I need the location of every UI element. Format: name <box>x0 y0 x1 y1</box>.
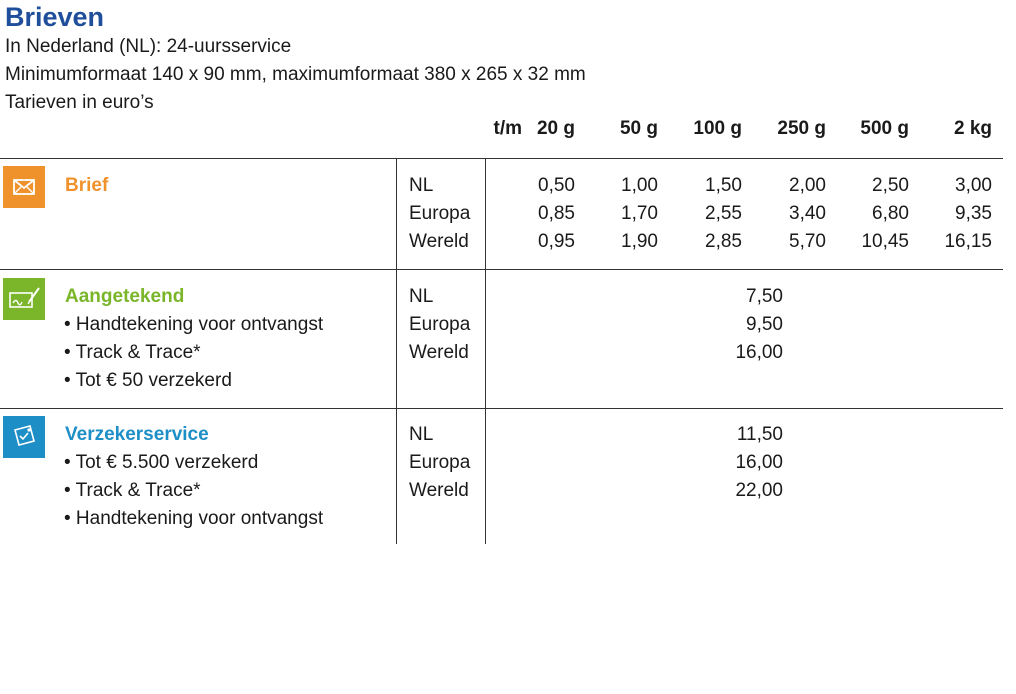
price-verzekerservice-wereld: 22,00 <box>735 480 783 501</box>
aangetekend-feature-insured: • Tot € 50 verzekerd <box>64 370 232 391</box>
region-nl: NL <box>409 286 434 307</box>
price-brief-nl-100g: 1,50 <box>705 175 742 196</box>
column-divider-product <box>396 158 397 544</box>
header-weight-50g: 50 g <box>619 118 658 139</box>
header-weight-2kg: 2 kg <box>953 118 992 139</box>
verzekerservice-feature-insured: • Tot € 5.500 verzekerd <box>64 452 259 473</box>
price-verzekerservice-nl: 11,50 <box>736 424 783 445</box>
price-aangetekend-europa: 9,50 <box>746 314 783 335</box>
price-verzekerservice-europa: 16,00 <box>735 452 783 473</box>
price-brief-wereld-2kg: 16,15 <box>944 231 992 252</box>
subtitle-service: In Nederland (NL): 24-uursservice <box>5 36 292 57</box>
signed-envelope-icon <box>3 278 45 320</box>
price-brief-wereld-50g: 1,90 <box>621 231 658 252</box>
price-brief-wereld-20g: 0,95 <box>538 231 575 252</box>
region-europa: Europa <box>409 452 471 473</box>
table-top-rule <box>0 158 1003 159</box>
region-wereld: Wereld <box>409 342 469 363</box>
header-tm: t/m <box>493 118 522 139</box>
row-divider-1 <box>0 269 1003 270</box>
price-brief-wereld-500g: 10,45 <box>861 231 909 252</box>
row-divider-2 <box>0 408 1003 409</box>
price-aangetekend-nl: 7,50 <box>746 286 783 307</box>
price-brief-nl-2kg: 3,00 <box>955 175 992 196</box>
region-europa: Europa <box>409 314 471 335</box>
price-brief-wereld-100g: 2,85 <box>705 231 742 252</box>
price-brief-europa-2kg: 9,35 <box>955 203 992 224</box>
region-nl: NL <box>409 424 434 445</box>
aangetekend-feature-tracking: • Track & Trace* <box>64 342 201 363</box>
subtitle-format: Minimumformaat 140 x 90 mm, maximumformaat 380 x 265 x 32 mm <box>5 64 586 85</box>
product-name-brief: Brief <box>65 175 109 196</box>
verzekerservice-feature-signature: • Handtekening voor ontvangst <box>64 508 324 529</box>
price-brief-wereld-250g: 5,70 <box>789 231 826 252</box>
price-brief-europa-100g: 2,55 <box>705 203 742 224</box>
header-weight-100g: 100 g <box>693 118 742 139</box>
insured-tag-icon <box>3 416 45 458</box>
envelope-icon <box>3 166 45 208</box>
price-brief-europa-20g: 0,85 <box>538 203 575 224</box>
header-weight-20g: 20 g <box>536 118 575 139</box>
price-brief-europa-500g: 6,80 <box>872 203 909 224</box>
product-name-verzekerservice: Verzekerservice <box>65 424 209 445</box>
region-europa: Europa <box>409 203 471 224</box>
price-brief-nl-250g: 2,00 <box>789 175 826 196</box>
price-brief-europa-50g: 1,70 <box>621 203 658 224</box>
region-wereld: Wereld <box>409 480 469 501</box>
price-brief-nl-20g: 0,50 <box>538 175 575 196</box>
column-divider-region <box>485 158 486 544</box>
header-weight-250g: 250 g <box>777 118 826 139</box>
region-nl: NL <box>409 175 434 196</box>
price-aangetekend-wereld: 16,00 <box>735 342 783 363</box>
page-title: Brieven <box>5 2 105 32</box>
price-brief-europa-250g: 3,40 <box>789 203 826 224</box>
product-name-aangetekend: Aangetekend <box>65 286 185 307</box>
region-wereld: Wereld <box>409 231 469 252</box>
aangetekend-feature-signature: • Handtekening voor ontvangst <box>64 314 324 335</box>
price-brief-nl-500g: 2,50 <box>872 175 909 196</box>
subtitle-currency: Tarieven in euro’s <box>5 92 154 113</box>
header-weight-500g: 500 g <box>860 118 909 139</box>
price-brief-nl-50g: 1,00 <box>621 175 658 196</box>
verzekerservice-feature-tracking: • Track & Trace* <box>64 480 201 501</box>
